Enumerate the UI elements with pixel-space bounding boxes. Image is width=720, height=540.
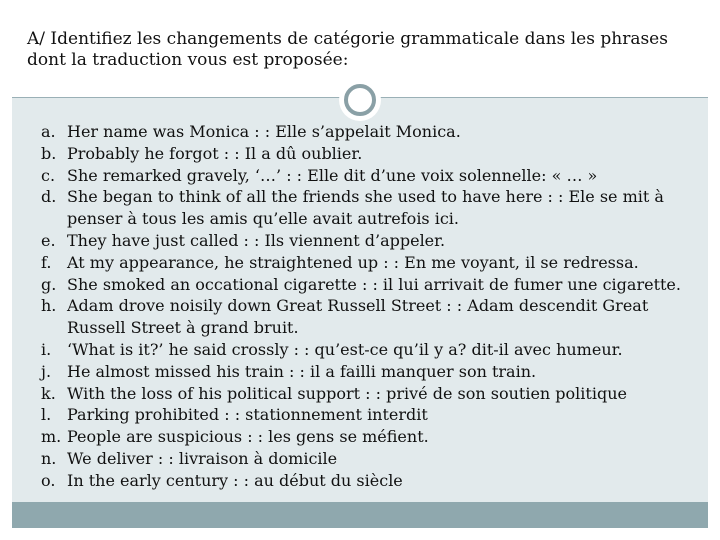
list-item-text: Parking prohibited : : stationnement interdit [67, 405, 428, 425]
list-item-text: People are suspicious : : les gens se méfient. [67, 427, 429, 447]
list-item-text: We deliver : : livraison à domicile [67, 448, 338, 468]
list-item-text: With the loss of his political support : : privé de son soutien politique [67, 383, 627, 403]
list-item-text: ‘What is it?’ he said crossly : : qu’est-ce qu’il y a? dit-il avec humeur. [67, 339, 623, 359]
list-marker: k. [41, 383, 56, 403]
list-item-text: She began to think of all the friends she used to have here : : Ele se mit à penser à tous les amis qu’elle avait autrefois ici. [67, 187, 664, 229]
list-item [12, 165, 702, 187]
list-marker: l. [41, 405, 52, 425]
list-item-text: Probably he forgot : : Il a dû oublier. [67, 143, 363, 163]
list-item-text: In the early century : : au début du siècle [67, 470, 403, 490]
list-marker: o. [41, 470, 56, 490]
list-item [12, 274, 702, 296]
list-item [12, 121, 702, 143]
ring-circle [344, 84, 376, 116]
list-marker: c. [41, 165, 56, 185]
list-marker: f. [41, 252, 52, 272]
list-marker: m. [41, 427, 62, 447]
list-marker: a. [41, 122, 56, 141]
content-area [12, 98, 708, 502]
list-marker: i. [41, 339, 52, 359]
list-marker: b. [41, 143, 57, 163]
list-item [12, 295, 702, 339]
footer-band [12, 502, 708, 528]
list-marker: j. [41, 361, 52, 381]
list-item-text: She remarked gravely, ‘…’ : : Elle dit d’une voix solennelle: « … » [67, 165, 598, 185]
list-marker: e. [41, 230, 56, 250]
list-item [12, 339, 702, 361]
list-marker: h. [41, 296, 57, 316]
list-item [12, 143, 702, 165]
list-item [12, 426, 702, 448]
slide-title: A/ Identifiez les changements de catégorie grammaticale dans les phrases dont la traduction vous est proposée: [27, 29, 668, 70]
list-item [12, 186, 702, 230]
list-item-text: Adam drove noisily down Great Russell Street : : Adam descendit Great Russell Street à grand bruit. [67, 296, 649, 338]
list-item [12, 470, 702, 492]
divider-ring-ornament [340, 80, 380, 120]
list-item [12, 230, 702, 252]
list-item [12, 383, 702, 405]
list-item-text: Her name was Monica : : Elle s’appelait Monica. [67, 122, 461, 141]
list-item-text: At my appearance, he straightened up : : En me voyant, il se redressa. [67, 252, 639, 272]
list-item [12, 404, 702, 426]
list-item-text: He almost missed his train : : il a failli manquer son train. [67, 361, 537, 381]
list-marker: d. [41, 187, 57, 207]
exercise-list [12, 121, 702, 492]
list-item-text: They have just called : : Ils viennent d’appeler. [67, 230, 446, 250]
list-item [12, 361, 702, 383]
list-item [12, 448, 702, 470]
list-item [12, 252, 702, 274]
list-marker: g. [41, 274, 57, 294]
list-marker: n. [41, 448, 57, 468]
list-item-text: She smoked an occational cigarette : : il lui arrivait de fumer une cigarette. [67, 274, 681, 294]
